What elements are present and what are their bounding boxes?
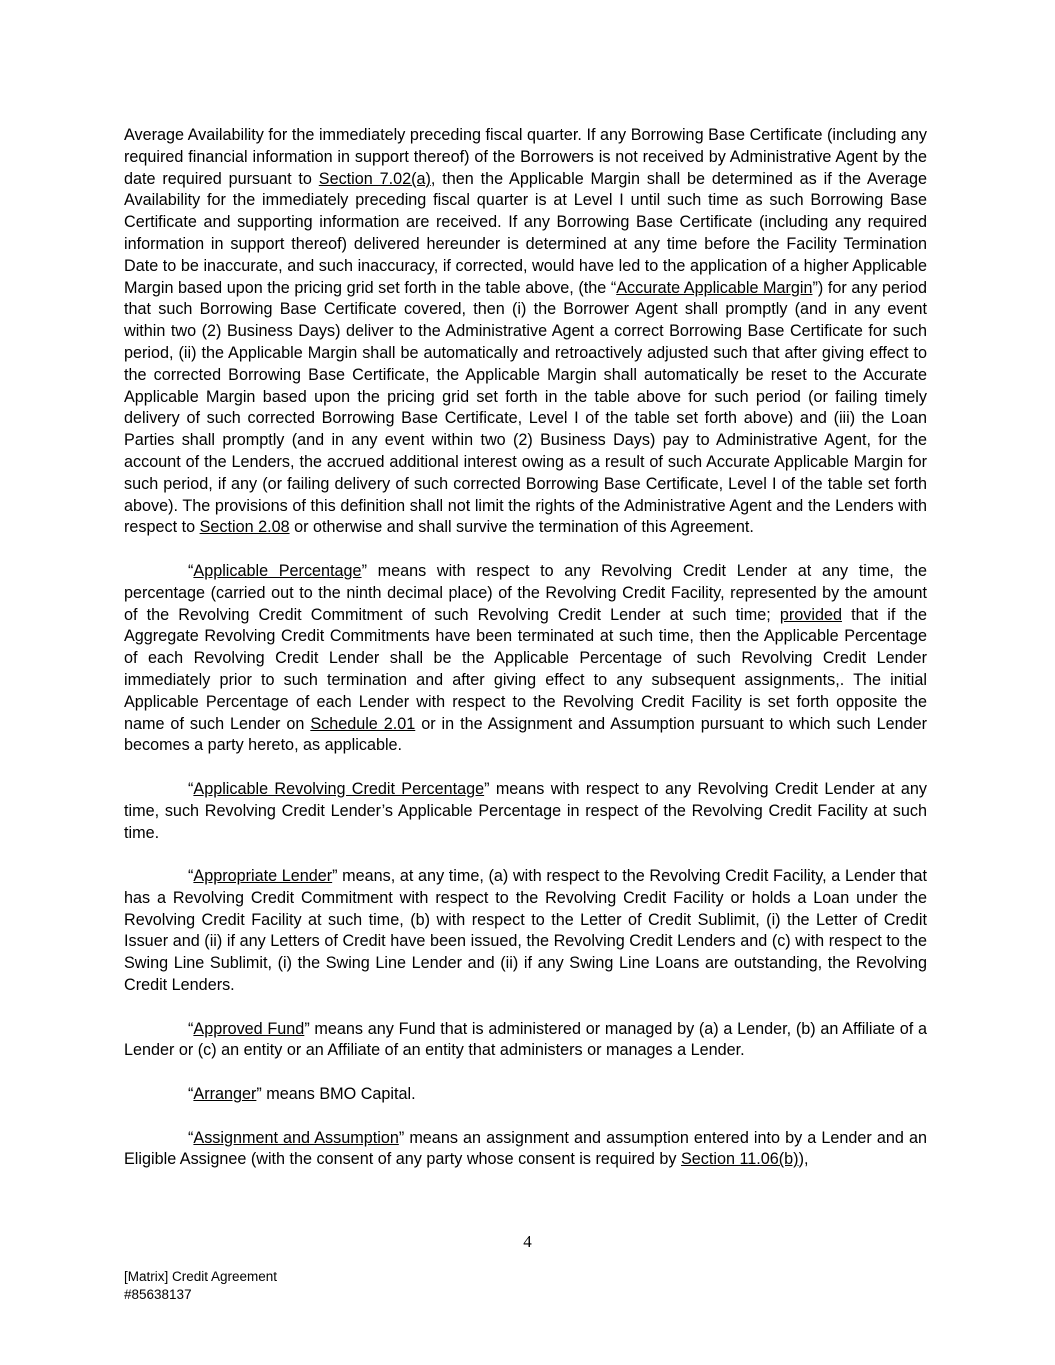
schedule-reference-2-01: Schedule 2.01 [310,714,416,733]
defined-term: Approved Fund [193,1019,305,1038]
footer-document-title: [Matrix] Credit Agreement [124,1269,278,1284]
text-segment: ” means, at any time, (a) with respect to the Revolving Credit Facility, a Lender that has a Revolving Credit Commitment with respect to the Revolving Credit Facility or holds a Loan under the Revolving Credit Facility at such time, (b) with respect to the Letter of Credit Sublimit, (i) the Letter of Credit Issuer and (ii) if any Letters of Credit have been issued, the Revolving Credit Lenders and (c) with respect to the Swing Line Sublimit, (i) the Swing Line Lender and (ii) if any Swing Line Loans are outstanding, the Revolving Credit Lenders. [124,867,927,995]
defined-term: Applicable Revolving Credit Percentage [193,779,485,798]
defined-term: Appropriate Lender [193,867,333,886]
text-segment: ” means BMO Capital. [256,1085,416,1104]
defined-term: Arranger [193,1085,257,1104]
definition-arranger [124,1084,927,1106]
text-segment: or otherwise and shall survive the termination of this Agreement. [289,518,754,537]
section-reference-11-06b: Section 11.06(b) [680,1150,799,1169]
defined-term: Assignment and Assumption [193,1128,399,1147]
text-segment: ” means with respect to any Revolving Credit Lender at any time, the percentage (carried out to the ninth decimal place) of the Revolving Credit Facility, represented by the amount of the Revolving Credit Commitment of such Revolving Credit Lender at such time; [124,561,927,624]
page-number: 4 [523,1232,532,1251]
open-quote: “ [188,867,194,886]
text-segment: ” means any Fund that is administered or managed by (a) a Lender, (b) an Affiliate of a Lender or (c) an entity or an Affiliate of an entity that administers or manages a Lender. [124,1019,927,1060]
section-reference-2-08: Section 2.08 [199,518,290,537]
text-segment: , then the Applicable Margin shall be determined as if the Average Availability for the immediately preceding fiscal quarter is at Level I until such time as such Borrowing Base Certificate and supporting information are received. If any Borrowing Base Certificate (including any required information in support thereof) delivered hereunder is determined at any time before the Facility Termination Date to be inaccurate, and such inaccuracy, if corrected, would have led to the application of a higher Applicable Margin based upon the pricing grid set forth in the table above, (the “ [124,169,927,297]
open-quote: “ [188,1019,194,1038]
open-quote: “ [188,561,194,580]
text-segment: ” means an assignment and assumption entered into by a Lender and an Eligible Assignee (with the consent of any party whose consent is required by [124,1128,927,1169]
provided-term: provided [779,605,842,624]
open-quote: “ [188,1128,194,1147]
document-footer [124,1268,277,1304]
open-quote: “ [188,1085,194,1104]
definition-applicable-percentage [124,561,927,757]
definition-approved-fund [124,1019,927,1063]
paragraph-applicable-margin-continuation [124,125,927,539]
definition-appropriate-lender [124,866,927,997]
text-segment: ”) for any period that such Borrowing Base Certificate covered, then (i) the Borrower Agent shall promptly (and in any event within two (2) Business Days) deliver to the Administrative Agent a correct Borrowing Base Certificate for such period, (ii) the Applicable Margin shall be automatically and retroactively adjusted such that after giving effect to the corrected Borrowing Base Certificate, the Applicable Margin shall automatically be reset to the Accurate Applicable Margin based upon the pricing grid set forth in the table above for such period (or failing timely delivery of such corrected Borrowing Base Certificate, Level I of the table set forth above) and (iii) the Loan Parties shall promptly (and in any event within two (2) Business Days) pay to Administrative Agent, for the account of the Lenders, the accrued additional interest owing as a result of such Accurate Applicable Margin for such period, if any (or failing delivery of such corrected Borrowing Base Certificate, Level I of the table set forth above). The provisions of this definition shall not limit the rights of the Administrative Agent and the Lenders with respect to [124,278,927,537]
defined-term-accurate-applicable-margin: Accurate Applicable Margin [616,278,813,297]
definition-assignment-and-assumption [124,1128,927,1172]
defined-term: Applicable Percentage [193,561,362,580]
open-quote: “ [188,779,194,798]
footer-document-number: #85638137 [124,1287,192,1302]
text-segment: that if the Aggregate Revolving Credit Commitments have been terminated at such time, then the Applicable Percentage of each Revolving Credit Lender shall be the Applicable Percentage of such Revolving Credit Lender immediately prior to such termination and after giving effect to any subsequent assignments,. The initial Applicable Percentage of each Lender with respect to the Revolving Credit Facility is set forth opposite the name of such Lender on [124,605,927,733]
section-reference-7-02a: Section 7.02(a) [318,169,431,188]
text-segment: Average Availability for the immediately preceding fiscal quarter. If any Borrowing Base Certificate (including any required financial information in support thereof) of the Borrowers is not received by Administrative Agent by the date required pursuant to [124,126,927,188]
text-segment: or in the Assignment and Assumption pursuant to which such Lender becomes a party hereto, as applicable. [124,714,927,755]
text-segment: ), [798,1150,809,1169]
definition-applicable-revolving-credit-percentage [124,779,927,844]
document-body [124,125,927,1193]
text-segment: ” means with respect to any Revolving Credit Lender at any time, such Revolving Credit Lender’s Applicable Percentage in respect of the Revolving Credit Facility at such time. [124,779,928,842]
